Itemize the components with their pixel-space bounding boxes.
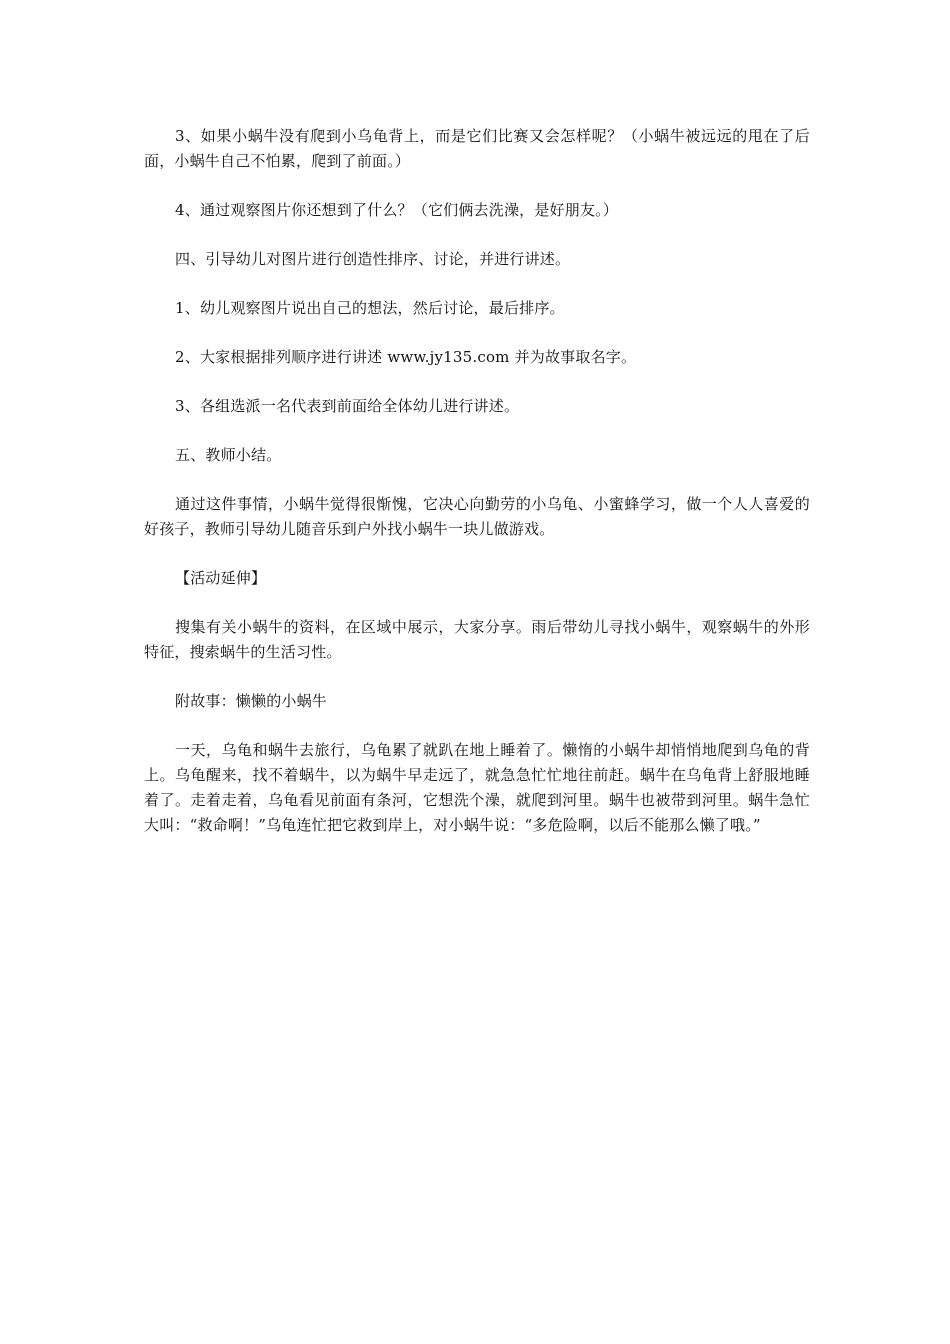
question-4-paragraph: 4、通过观察图片你还想到了什么？（它们俩去洗澡，是好朋友。） — [175, 201, 619, 219]
step-2-paragraph: 2、大家根据排列顺序进行讲述 www.jy135.com 并为故事取名字。 — [175, 348, 637, 366]
step-1-paragraph: 1、幼儿观察图片说出自己的想法，然后讨论，最后排序。 — [175, 299, 565, 317]
document-body — [144, 124, 810, 862]
story-title: 附故事：懒懒的小蜗牛 — [175, 692, 328, 710]
story-paragraph: 一天，乌龟和蜗牛去旅行，乌龟累了就趴在地上睡着了。懒惰的小蜗牛却悄悄地爬到乌龟的背上。乌龟醒来，找不着蜗牛，以为蜗牛早走远了，就急急忙忙地往前赶。蜗牛在乌龟背上舒服地睡着了。走着走着，乌龟看见前面有条河，它想洗个澡，就爬到河里。蜗牛也被带到河里。蜗牛急忙大叫：“救命啊！”乌龟连忙把它救到岸上，对小蜗牛说：“多危险啊，以后不能那么懒了哦。” — [144, 741, 810, 834]
summary-paragraph: 通过这件事情，小蜗牛觉得很惭愧，它决心向勤劳的小乌龟、小蜜蜂学习，做一个人人喜爱的好孩子，教师引导幼儿随音乐到户外找小蜗牛一块儿做游戏。 — [144, 495, 810, 538]
section-5-heading: 五、教师小结。 — [175, 446, 282, 464]
activity-extension-paragraph: 搜集有关小蜗牛的资料，在区域中展示，大家分享。雨后带幼儿寻找小蜗牛，观察蜗牛的外形特征，搜索蜗牛的生活习性。 — [144, 618, 810, 661]
section-4-heading: 四、引导幼儿对图片进行创造性排序、讨论，并进行讲述。 — [175, 250, 571, 268]
question-3-paragraph: 3、如果小蜗牛没有爬到小乌龟背上，而是它们比赛又会怎样呢？（小蜗牛被远远的甩在了后面，小蜗牛自己不怕累，爬到了前面。） — [144, 127, 810, 170]
activity-extension-heading: 【活动延伸】 — [175, 569, 267, 587]
step-3-paragraph: 3、各组选派一名代表到前面给全体幼儿进行讲述。 — [175, 397, 520, 415]
